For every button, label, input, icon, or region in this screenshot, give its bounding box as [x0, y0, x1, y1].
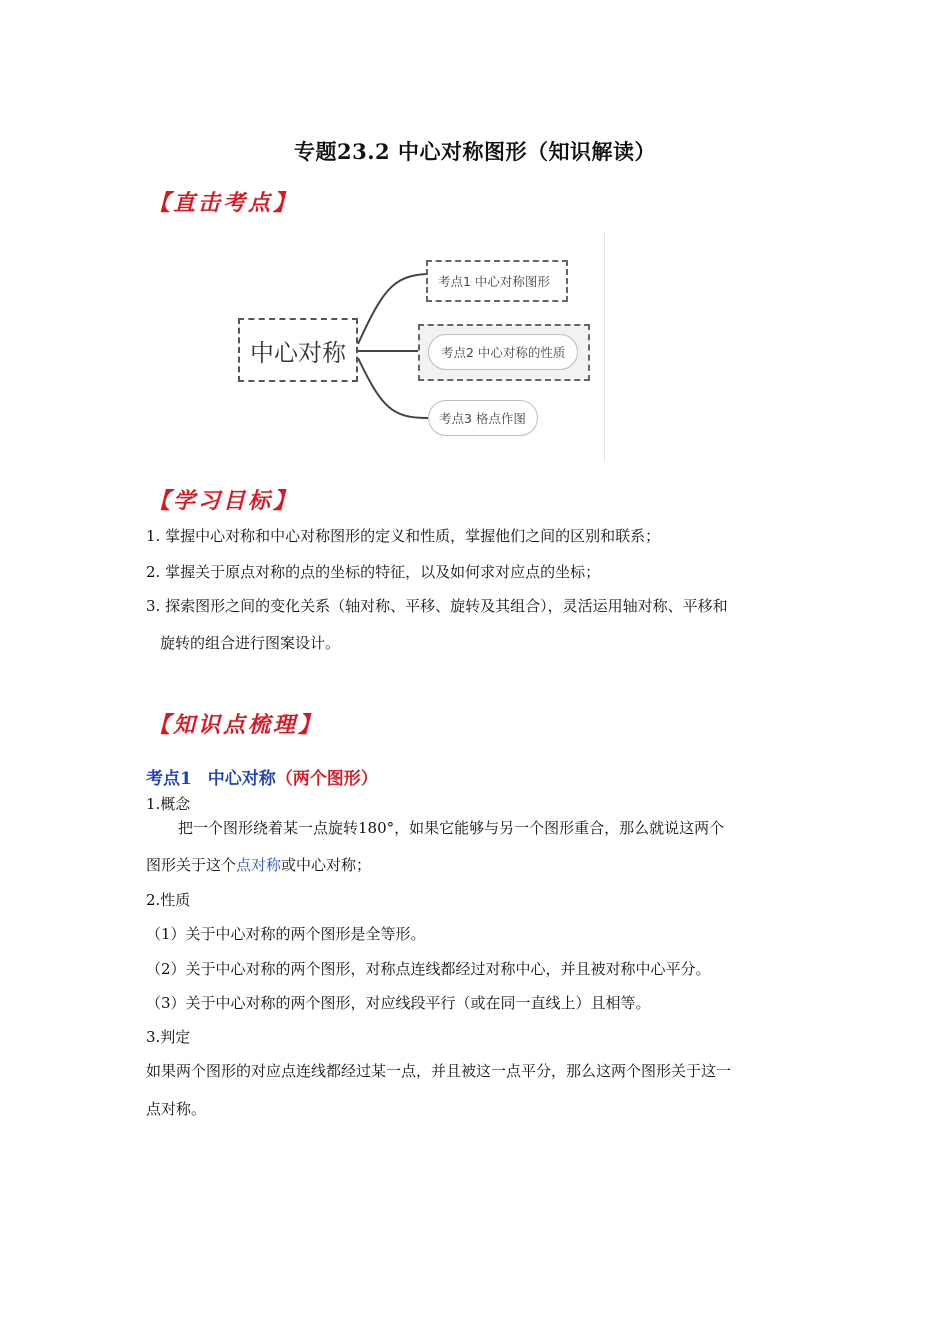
knowledge-point-paren: （两个图形） — [275, 769, 378, 789]
goal-item-3-continued: 旋转的组合进行图案设计。 — [160, 634, 341, 652]
property-item-1: （1）关于中心对称的两个图形是全等形。 — [146, 925, 426, 943]
point-symmetry-term: 点对称 — [236, 856, 282, 874]
knowledge-point-label: 考点1 — [146, 769, 192, 789]
mind-map-center-node: 中心对称 — [238, 318, 358, 382]
goal-item-2: 2. 掌握关于原点对称的点的坐标的特征，以及如何求对应点的坐标； — [146, 563, 601, 581]
knowledge-point-name: 中心对称 — [207, 769, 276, 789]
mind-map-node-2: 考点2 中心对称的性质 — [428, 334, 578, 370]
section-heading-shuli: 【知识点梳理】 — [148, 712, 324, 738]
mind-map-node-1: 考点1 中心对称图形 — [426, 260, 568, 302]
property-item-2: （2）关于中心对称的两个图形，对称点连线都经过对称中心，并且被对称中心平分。 — [146, 960, 711, 978]
goal-item-3: 3. 探索图形之间的变化关系（轴对称、平移、旋转及其组合），灵活运用轴对称、平移和 — [146, 597, 728, 615]
judge-line-2: 点对称。 — [146, 1100, 207, 1118]
concept-line-2 — [146, 855, 371, 875]
property-heading: 2.性质 — [146, 891, 191, 909]
judge-heading: 3.判定 — [146, 1028, 191, 1046]
property-item-3: （3）关于中心对称的两个图形，对应线段平行（或在同一直线上）且相等。 — [146, 994, 651, 1012]
concept-line-1: 把一个图形绕着某一点旋转180°，如果它能够与另一个图形重合，那么就说这两个 — [178, 819, 725, 837]
page-title: 专题23.2 中心对称图形（知识解读） — [294, 139, 656, 164]
concept-heading: 1.概念 — [146, 795, 191, 813]
judge-line-1: 如果两个图形的对应点连线都经过某一点，并且被这一点平分，那么这两个图形关于这一 — [146, 1062, 732, 1080]
knowledge-point-title — [146, 764, 378, 789]
concept-line-2-start: 图形关于这个 — [146, 856, 237, 874]
concept-line-2-end: 或中心对称； — [281, 856, 372, 874]
mind-map — [232, 232, 607, 462]
mind-map-node-3: 考点3 格点作图 — [428, 400, 538, 436]
section-heading-mubiao: 【学习目标】 — [148, 488, 299, 514]
section-heading-kaodian: 【直击考点】 — [148, 190, 299, 216]
goal-item-1: 1. 掌握中心对称和中心对称图形的定义和性质，掌握他们之间的区别和联系； — [146, 527, 661, 545]
mind-map-edge — [604, 232, 605, 462]
